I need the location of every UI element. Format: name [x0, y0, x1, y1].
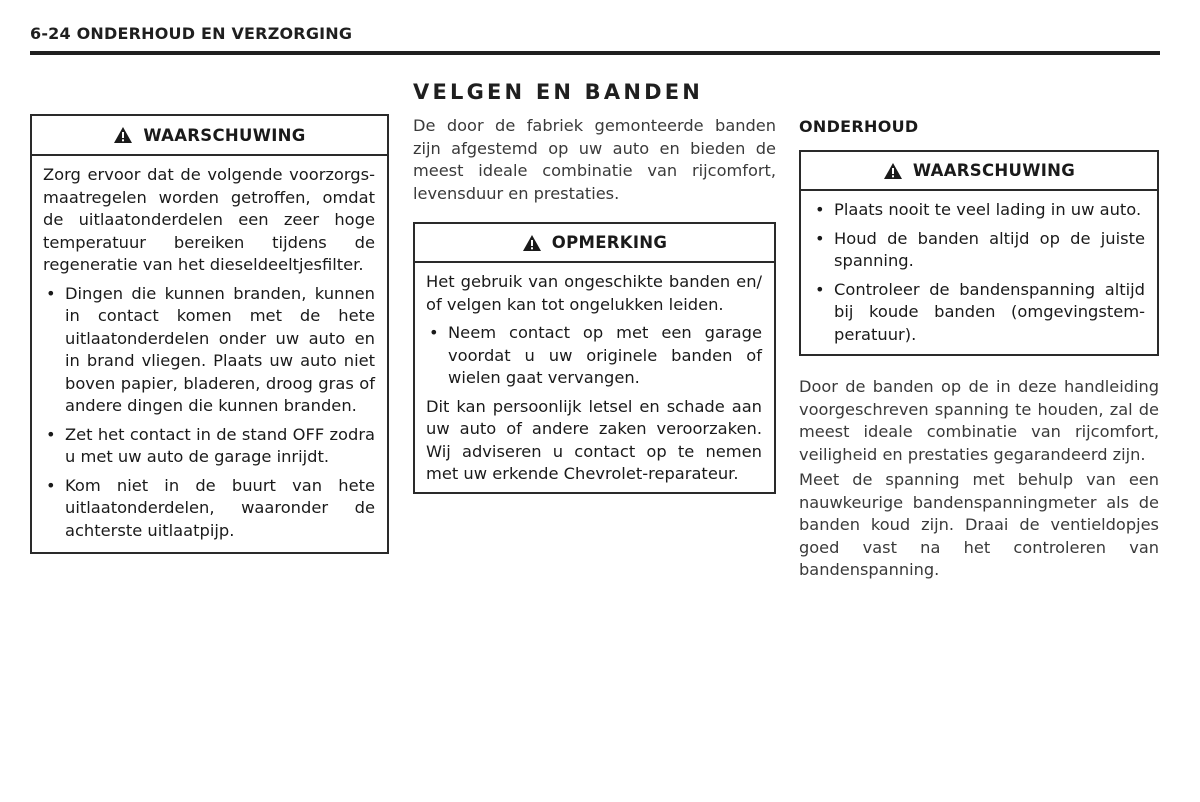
- warning-bullet-list: [43, 283, 375, 543]
- notice-bullet-list: [426, 322, 762, 390]
- warning-box-body: [801, 191, 1157, 354]
- notice-title: OPMERKING: [551, 233, 668, 252]
- list-item: • Plaats nooit te veel lading in uw auto.: [812, 199, 1145, 222]
- notice-box: [413, 222, 776, 494]
- notice-box-body: [415, 263, 774, 492]
- list-item: • Dingen die kunnen branden, kunnen in contact komen met de hete uitlaatonderdelen onder uw auto en in brand vliegen. Plaats uw auto niet boven papier, bladeren, droog gras of andere dingen die kunnen branden.: [43, 283, 375, 418]
- section-title: VELGEN EN BANDEN: [413, 80, 704, 104]
- warning-box-tyres: [799, 150, 1159, 356]
- notice-intro: Het gebruik van ongeschikte banden en/ of velgen kan tot ongelukken leiden.: [426, 272, 762, 314]
- warning-title: WAARSCHUWING: [912, 161, 1076, 180]
- notice-outro: Dit kan persoonlijk letsel en schade aan uw auto of andere zaken veroorzaken. Wij adviseren u contact op te nemen met uw erkende Chevrolet-reparateur.: [426, 396, 762, 483]
- warning-bullet-list: [812, 199, 1145, 346]
- list-item: • Neem contact op met een garage voordat u uw originele banden of wielen gaat vervangen.: [426, 322, 762, 390]
- list-item: • Zet het contact in de stand OFF zodra u met uw auto de garage inrijdt.: [43, 424, 375, 469]
- warning-title: WAARSCHUWING: [143, 125, 306, 145]
- header-divider: [30, 51, 1160, 55]
- right-column: [799, 117, 1159, 582]
- list-item: • Kom niet in de buurt van hete uitlaatonderdelen, waaronder de achterste uitlaatpijp.: [43, 475, 375, 543]
- middle-column: [413, 80, 776, 494]
- warning-box-header: [801, 152, 1157, 191]
- warning-triangle-icon: [883, 162, 903, 180]
- tyre-pressure-paragraph: Door de banden op de in deze handleiding voorgeschreven spanning te houden, zal de meest ideale combinatie van rijcomfort, veiligheid en prestaties gegarandeerd zijn.: [799, 377, 1159, 464]
- warning-intro: Zorg ervoor dat de volgende voorzorgs-maatregelen worden getroffen, omdat de uitlaatonderdelen een zeer hoge temperatuur bereiken tijdens de regeneratie van het dieseldeeltjesfilter.: [43, 165, 375, 274]
- subsection-title: ONDERHOUD: [799, 117, 919, 136]
- warning-box-body: [32, 156, 387, 552]
- tyre-measure-paragraph: Meet de spanning met behulp van een nauwkeurige bandenspanningmeter als de banden koud zijn. Draai de ventieldopjes goed vast na het controleren van bandenspanning.: [799, 470, 1159, 579]
- warning-box-exhaust: [30, 114, 389, 554]
- warning-triangle-icon: [113, 126, 133, 144]
- list-item: • Houd de banden altijd op de juiste spanning.: [812, 228, 1145, 273]
- page-header: 6-24 ONDERHOUD EN VERZORGING: [30, 24, 353, 43]
- warning-box-header: [32, 116, 387, 156]
- section-intro: De door de fabriek gemonteerde banden zijn afgestemd op uw auto en bieden de meest ideale combinatie van rijcomfort, levensduur en prestaties.: [413, 116, 776, 203]
- warning-triangle-icon: [522, 234, 542, 252]
- left-column: [30, 114, 389, 554]
- list-item: • Controleer de bandenspanning altijd bij koude banden (omgevingstem-peratuur).: [812, 279, 1145, 347]
- notice-box-header: [415, 224, 774, 263]
